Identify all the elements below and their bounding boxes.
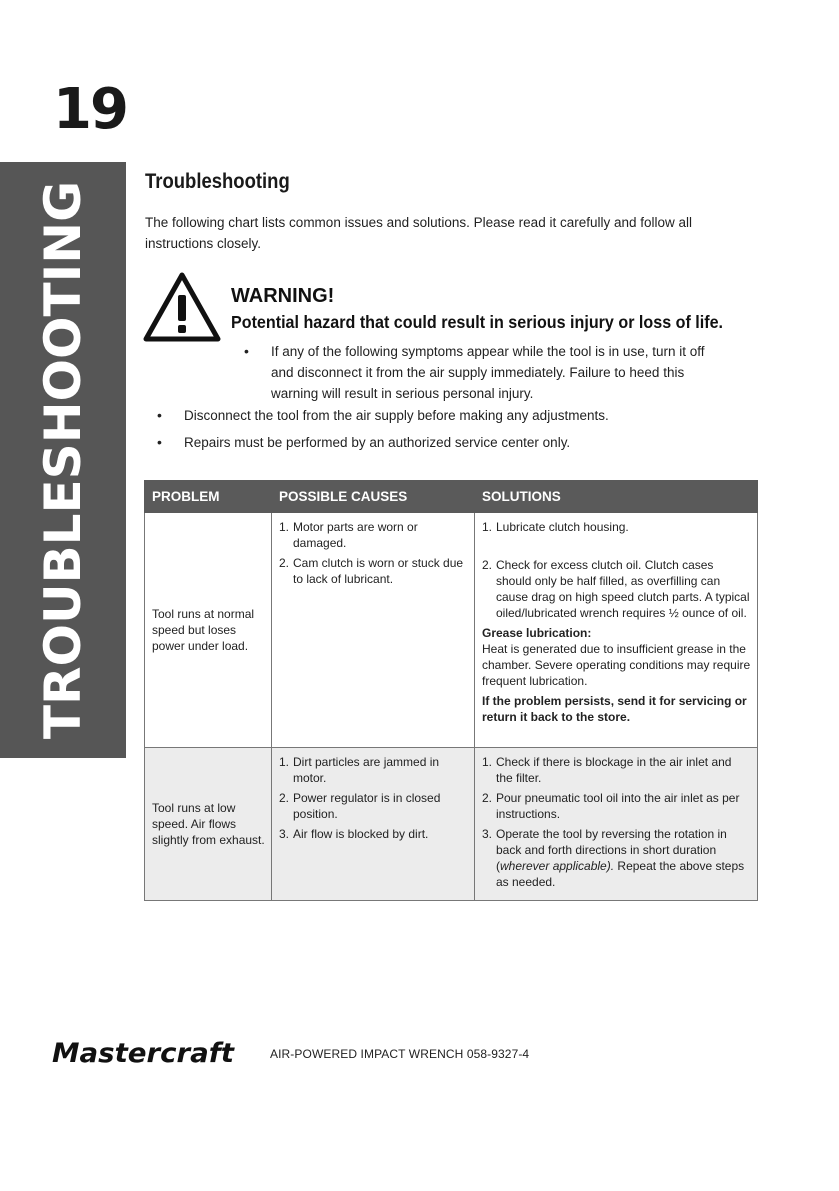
- header-solutions: SOLUTIONS: [475, 481, 758, 513]
- brand-logo-text: Mastercraft: [52, 1038, 236, 1066]
- cause-item: 3. Air flow is blocked by dirt.: [279, 827, 429, 841]
- warning-triangle-icon: [143, 271, 221, 343]
- solution-text-italic: wherever applicable).: [500, 859, 615, 873]
- solution-text-part: Operate the tool by reversing the rotation in back and forth directions in short duration (: [496, 827, 727, 873]
- side-tab-label: TROUBLESHOOTING: [34, 180, 92, 740]
- mastercraft-logo: [52, 1036, 236, 1066]
- section-title: Troubleshooting: [145, 170, 290, 193]
- problem-cell: Tool runs at normal speed but loses power under load.: [145, 513, 272, 748]
- causes-cell: [272, 748, 475, 901]
- solution-text: Pour pneumatic tool oil into the air inlet as per instructions.: [496, 791, 740, 821]
- solution-item: 2. Pour pneumatic tool oil into the air inlet as per instructions.: [482, 791, 740, 821]
- cause-text: Motor parts are worn or damaged.: [293, 520, 418, 550]
- solution-text-part: Repeat the above steps as needed.: [496, 859, 745, 889]
- solution-item: 3. Operate the tool by reversing the rotation in back and forth directions in short duration (wherever applicable). Repeat the above steps as needed.: [482, 827, 745, 889]
- solution-item: 2. Check for excess clutch oil. Clutch cases should only be half filled, as overfilling can cause drag on high speed clutch parts. A typical oiled/lubricated wrench requires ½ ounce of oil.: [482, 558, 750, 620]
- solution-text: [496, 827, 744, 889]
- cause-text: Cam clutch is worn or stuck due to lack of lubricant.: [293, 556, 464, 586]
- page-number: 19: [53, 77, 127, 142]
- bullet-dot: •: [157, 434, 162, 450]
- persist-note: If the problem persists, send it for servicing or return it back to the store.: [482, 694, 747, 724]
- table-header-row: [145, 481, 758, 513]
- intro-text: The following chart lists common issues and solutions. Please read it carefully and follow all instructions closely.: [145, 215, 693, 251]
- bullet-dot: •: [157, 407, 162, 423]
- side-tab: [0, 162, 126, 758]
- cause-item: 2. Power regulator is in closed position.: [279, 791, 441, 821]
- warning-subtitle: Potential hazard that could result in serious injury or loss of life.: [231, 312, 724, 332]
- cause-text: Dirt particles are jammed in motor.: [293, 755, 440, 785]
- header-causes: POSSIBLE CAUSES: [272, 481, 475, 513]
- cause-item: 1. Motor parts are worn or damaged.: [279, 520, 418, 550]
- footer-product: AIR-POWERED IMPACT WRENCH 058-9327-4: [270, 1047, 530, 1061]
- cause-item: 2. Cam clutch is worn or stuck due to lack of lubricant.: [279, 556, 464, 586]
- problem-cell: Tool runs at low speed. Air flows slightly from exhaust.: [145, 748, 272, 901]
- solution-text: Lubricate clutch housing.: [496, 520, 629, 534]
- cause-text: Air flow is blocked by dirt.: [293, 827, 429, 841]
- solution-text: Check if there is blockage in the air inlet and the filter.: [496, 755, 732, 785]
- warning-bullet: [157, 432, 757, 453]
- causes-cell: [272, 513, 475, 748]
- solution-item: 1. Check if there is blockage in the air inlet and the filter.: [482, 755, 732, 785]
- warning-title: WARNING!: [231, 285, 335, 307]
- troubleshooting-table: [144, 480, 758, 901]
- solutions-cell: [475, 748, 758, 901]
- grease-heading: Grease lubrication:: [482, 626, 592, 640]
- warning-bullet: [244, 341, 724, 404]
- solution-item: 1. Lubricate clutch housing.: [482, 520, 629, 534]
- solution-text: Check for excess clutch oil. Clutch cases should only be half filled, as overfilling can cause drag on high speed clutch parts. A typical oiled/lubricated wrench requires ½ ounce of oil.: [496, 558, 750, 620]
- grease-text: Heat is generated due to insufficient grease in the chamber. Severe operating conditions may require frequent lubrication.: [482, 642, 751, 688]
- warning-bullet-text: Repairs must be performed by an authorized service center only.: [184, 435, 571, 450]
- cause-item: 1. Dirt particles are jammed in motor.: [279, 755, 440, 785]
- table-row: [145, 748, 758, 901]
- warning-bullet-text: If any of the following symptoms appear while the tool is in use, turn it off and disconnect it from the air supply immediately. Failure to heed this warning will result in serious personal injury.: [271, 344, 705, 401]
- bullet-dot: •: [244, 343, 249, 359]
- table-row: [145, 513, 758, 748]
- warning-bullet: [157, 405, 757, 426]
- header-problem: PROBLEM: [145, 481, 272, 513]
- cause-text: Power regulator is in closed position.: [293, 791, 441, 821]
- warning-bullet-text: Disconnect the tool from the air supply before making any adjustments.: [184, 408, 609, 423]
- solutions-cell: [475, 513, 758, 748]
